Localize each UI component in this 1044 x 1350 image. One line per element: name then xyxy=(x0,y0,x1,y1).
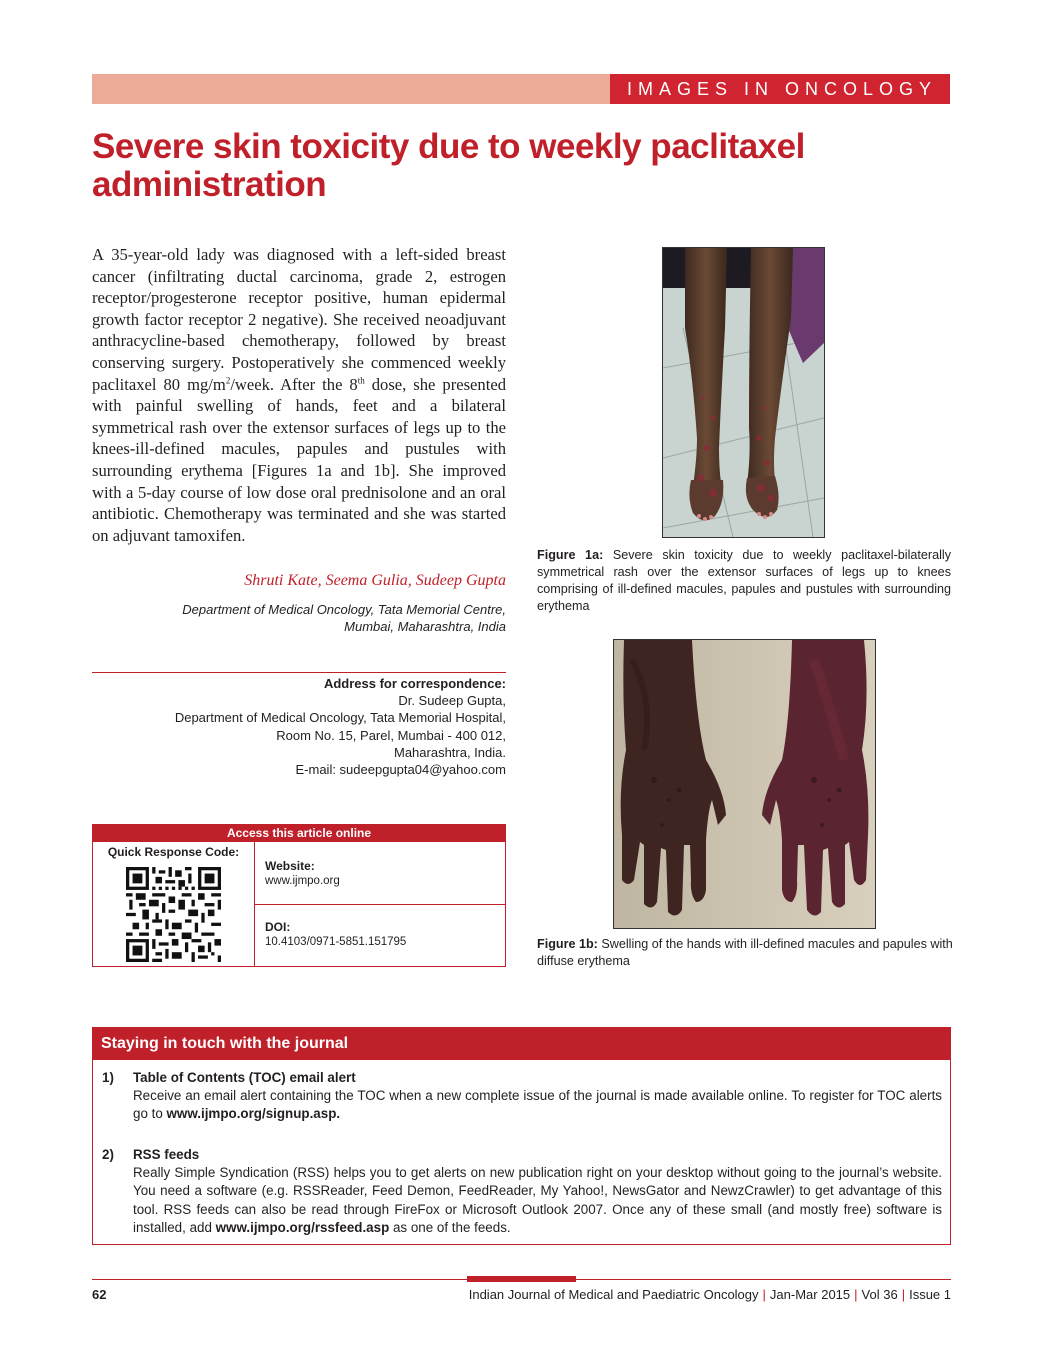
rss-feed-link[interactable]: www.ijmpo.org/rssfeed.asp xyxy=(215,1219,390,1235)
touch-item-text-after: as one of the feeds. xyxy=(389,1219,511,1235)
touch-item-number: 2) xyxy=(102,1147,114,1162)
body-sup-2: th xyxy=(357,375,365,386)
article-title: Severe skin toxicity due to weekly paclitaxel administration xyxy=(92,127,805,204)
article-body xyxy=(92,244,506,546)
access-heading: Access this article online xyxy=(93,825,505,842)
figure-1a-image xyxy=(662,247,825,538)
affiliation-line-1: Department of Medical Oncology, Tata Memorial Centre, xyxy=(182,602,506,617)
toc-signup-link[interactable]: www.ijmpo.org/signup.asp. xyxy=(166,1106,341,1122)
figure-1b-text: Swelling of the hands with ill-defined macules and papules with diffuse erythema xyxy=(537,937,953,968)
correspondence-line: Room No. 15, Parel, Mumbai - 400 012, xyxy=(276,727,506,743)
figure-1a-text: Severe skin toxicity due to weekly paclitaxel-bilaterally symmetrical rash over the extensor surfaces of legs up to knees comprising of ill-defined macules, papules and pustules with surrounding erythema xyxy=(537,548,951,613)
figure-1a-caption xyxy=(537,547,951,615)
footer-separator: | xyxy=(854,1287,858,1302)
issue-date: Jan-Mar 2015 xyxy=(769,1287,851,1302)
body-sup-1: 2 xyxy=(225,375,231,386)
staying-in-touch-heading: Staying in touch with the journal xyxy=(93,1028,950,1060)
issue: Issue 1 xyxy=(909,1287,951,1302)
figure-1b-caption xyxy=(537,936,957,970)
touch-item-body xyxy=(133,1069,942,1124)
touch-item-body xyxy=(133,1146,942,1237)
touch-item-text: Receive an email alert containing the TOC when a new complete issue of the journal is made available online. To register for TOC alerts go to xyxy=(133,1088,942,1122)
journal-citation xyxy=(420,1287,951,1302)
access-links xyxy=(255,842,505,966)
qr-label: Quick Response Code: xyxy=(107,845,240,859)
body-part-2: /week. After the 8 xyxy=(230,374,358,394)
section-band xyxy=(92,74,950,104)
affiliation-line-2: Mumbai, Maharashtra, India xyxy=(344,619,506,634)
journal-name: Indian Journal of Medical and Paediatric Oncology xyxy=(468,1287,759,1302)
correspondence-line: Maharashtra, India. xyxy=(393,744,506,760)
correspondence-email[interactable]: E-mail: sudeepgupta04@yahoo.com xyxy=(295,762,506,778)
volume: Vol 36 xyxy=(861,1287,898,1302)
legs-photo-icon xyxy=(663,248,824,537)
access-divider xyxy=(255,904,505,905)
figure-1a-label: Figure 1a: xyxy=(537,548,604,562)
section-label: IMAGES IN ONCOLOGY xyxy=(610,74,950,104)
page-number: 62 xyxy=(92,1287,107,1302)
website-label: Website: xyxy=(265,859,315,873)
correspondence-line: Department of Medical Oncology, Tata Memorial Hospital, xyxy=(174,710,506,726)
body-part-3: dose, she presented with painful swelling of hands, feet and a bilateral symmetrical rash over the extensor surfaces of legs up to the knees-ill-defined macules, papules and pustules with surrounding erythema [Figures 1a and 1b]. She improved with a 5-day course of low dose oral prednisolone and an oral antibiotic. Chemotherapy was terminated and she was started on adjuvant tamoxifen. xyxy=(92,374,506,545)
correspondence-heading: Address for correspondence: xyxy=(323,676,506,691)
correspondence-block xyxy=(120,675,506,778)
website-link[interactable]: www.ijmpo.org xyxy=(265,875,340,887)
staying-in-touch-box xyxy=(92,1027,951,1245)
body-part-1: A 35-year-old lady was diagnosed with a left-sided breast cancer (infiltrating ductal carcinoma, grade 2, estrogen receptor/progesterone receptor positive, human epidermal growth factor receptor 2 negative). She received neoadjuvant anthracycline-based chemotherapy, followed by breast conserving surgery. Postoperatively she commenced weekly paclitaxel 80 mg/m xyxy=(92,245,506,394)
affiliation xyxy=(150,601,506,635)
touch-item-title: RSS feeds xyxy=(133,1147,200,1162)
access-online-box xyxy=(92,824,506,967)
doi-link[interactable]: 10.4103/0971-5851.151795 xyxy=(265,936,407,948)
qr-code-icon[interactable] xyxy=(126,867,221,962)
doi-label: DOI: xyxy=(265,920,291,934)
hands-photo-icon xyxy=(614,640,875,928)
touch-item-number: 1) xyxy=(102,1070,114,1085)
footer-tab xyxy=(467,1276,576,1282)
author-list: Shruti Kate, Seema Gulia, Sudeep Gupta xyxy=(244,572,506,589)
correspondence-line: Dr. Sudeep Gupta, xyxy=(398,693,506,709)
figure-1b-image xyxy=(613,639,876,929)
touch-item-text: Really Simple Syndication (RSS) helps you to get alerts on new publication right on your desktop without going to the journal’s website. You need a software (e.g. RSSReader, Feed Demon, FeedReader, My Yahoo!, NewsGator and NewzCrawler) to get advantage of this tool. RSS feeds can also be read through FireFox or Microsoft Outlook 2007. Once any of these small (and mostly free) software is installed, add xyxy=(133,1165,942,1235)
touch-item-title: Table of Contents (TOC) email alert xyxy=(133,1070,356,1085)
figure-1b-label: Figure 1b: xyxy=(537,937,598,951)
correspondence-divider xyxy=(92,672,506,673)
qr-panel xyxy=(93,842,255,966)
footer-separator: | xyxy=(762,1287,766,1302)
footer-separator: | xyxy=(901,1287,906,1302)
